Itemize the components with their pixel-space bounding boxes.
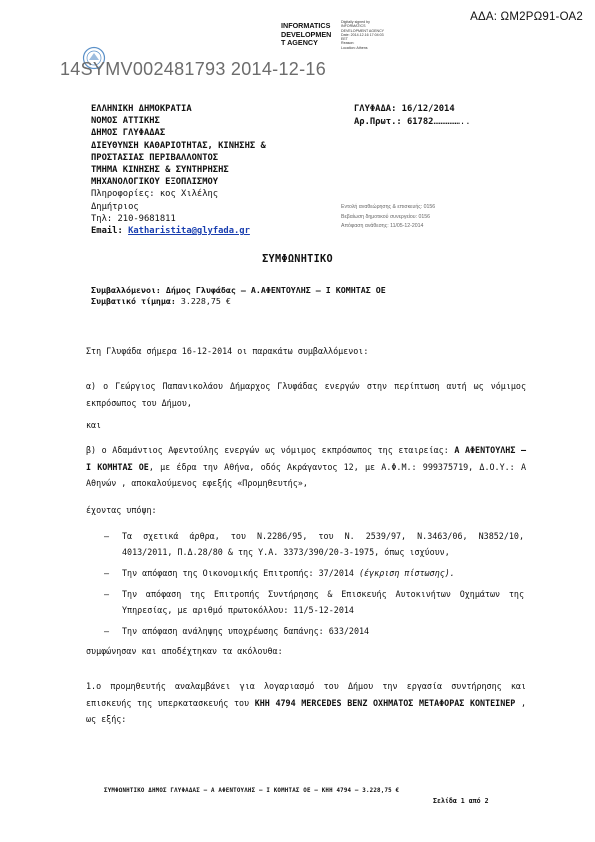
and-text: και [86,420,102,430]
parties-label: Συμβαλλόμενοι: [91,285,161,295]
vehicle-description: ΚΗΗ 4794 MERCEDES BENZ ΟΧΗΜΑΤΟΣ ΜΕΤΑΦΟΡΑΣ ΚΟΝΤΕΙΝΕΡ [249,697,516,708]
agency-name: INFORMATICS DEVELOPMEN T AGENCY [281,21,332,48]
price-value: 3.228,75 € [175,296,231,307]
document-title: ΣΥΜΦΩΝΗΤΙΚΟ [262,254,333,265]
clause-1-paragraph: 1.ο προμηθευτής αναλαμβάνει για λογαριασμό του Δήμου την εργασία συντήρησης και επισκευής της υπερκατασκευής του ΚΗΗ 4794 MERCEDES BENZ ΟΧΗΜΑΤΟΣ ΜΕΤΑΦΟΡΑΣ ΚΟΝΤΕΙΝΕΡ , ως εξής: [86,681,526,724]
document-id-stamp: 14SYMV002481793 2014-12-16 [60,59,327,79]
sender-line: ΔΗΜΟΣ ΓΛΥΦΑΔΑΣ [91,128,166,139]
protocol-number: Αρ.Πρωτ.: 61782…………….. [354,117,471,127]
page-number: Σελίδα 1 από 2 [433,797,489,805]
page-footer: ΣΥΜΦΩΝΗΤΙΚΟ ΔΗΜΟΣ ΓΛΥΦΑΔΑΣ – Α ΑΦΕΝΤΟΥΛΗΣ – Ι ΚΟΜΗΤΑΣ ΟΕ – ΚΗΗ 4794 – 3.228,75 € [104,788,400,794]
place-date: ΓΛΥΦΑΔΑ: 16/12/2014 [354,104,455,114]
sender-line: ΔΙΕΥΘΥΝΣΗ ΚΑΘΑΡΙΟΤΗΤΑΣ, ΚΙΝΗΣΗΣ & [91,140,266,151]
digital-signature: Digitally signed by INFORMATICS DEVELOPMENT AGENCY Date: 2014.12.16 17:04:03 EET Reason: Location: Athens [341,20,385,50]
list-item: – Την απόφαση της Οικονομικής Επιτροπής: 37/2014 (έγκριση πίστωσης). [104,568,455,578]
sender-line: ΤΜΗΜΑ ΚΙΝΗΣΗΣ & ΣΥΝΤΗΡΗΣΗΣ [91,165,229,176]
company-name: Α ΑΦΕΝΤΟΥΛΗΣ – Ι ΚΟΜΗΤΑΣ ΟΕ [86,445,526,472]
email-label: Email: [91,226,129,237]
party-b-paragraph: β) ο Αδαμάντιος Αφεντούλης ενεργών ως νόμιμος εκπρόσωπος της εταιρείας: Α ΑΦΕΝΤΟΥΛΗΣ – Ι ΚΟΜΗΤΑΣ ΟΕ, με έδρα την Αθήνα, οδός Ακράγαντος 12, με Α.Φ.Μ.: 999375719, Δ.Ο.Υ.: Α Αθηνών , αποκαλούμενος εφεξής «Προμηθευτής», [86,445,526,488]
sender-line: ΕΛΛΗΝΙΚΗ ΔΗΜΟΚΡΑΤΙΑ [91,104,192,114]
phone-line: Τηλ: 210-9681811 [91,213,176,224]
considering-text: έχοντας υπόψη: [86,505,157,515]
email-link[interactable]: Katharistita@glyfada.gr [128,226,250,237]
sender-line: ΝΟΜΟΣ ΑΤΤΙΚΗΣ [91,116,160,127]
party-a-paragraph: α) ο Γεώργιος Παπανικολάου Δήμαρχος Γλυφάδας ενεργών στην περίπτωση αυτή ως νόμιμος εκπρόσωπος του Δήμου, [86,381,526,408]
list-item: – Την απόφαση ανάληψης υποχρέωσης δαπάνης: 633/2014 [104,625,370,636]
list-item: – Την απόφαση της Επιτροπής Συντήρησης & Επισκευής Αυτοκινήτων Οχημάτων της Υπηρεσίας, με αριθμό πρωτοκόλλου: 11/5-12-2014 [104,588,524,615]
list-item: – Τα σχετικά άρθρα, του Ν.2286/95, του Ν. 2539/97, Ν.3463/06, Ν3852/10, 4013/2011, Π.Δ.28/80 & της Υ.Α. 3373/390/20-3-1975, όπως ισχύουν, [104,531,524,558]
sender-block [91,103,266,237]
info-line: Δημήτριος [91,201,139,212]
intro-paragraph: Στη Γλυφάδα σήμερα 16-12-2014 οι παρακάτω συμβαλλόμενοι: [86,346,369,356]
approval-note: (έγκριση πίστωσης). [353,568,455,578]
agreed-text: συμφώνησαν και αποδέχτηκαν τα ακόλουθα: [86,646,283,656]
sender-line: ΠΡΟΣΤΑΣΙΑΣ ΠΕΡΙΒΑΛΛΟΝΤΟΣ [91,152,219,163]
ada-code: ΑΔΑ: ΩΜ2ΡΩ91-ΟΑ2 [470,11,583,23]
parties-value: Δήμος Γλυφάδας – Α.ΑΦΕΝΤΟΥΛΗΣ – Ι ΚΟΜΗΤΑΣ ΟΕ [160,285,386,295]
parties-block [91,285,386,308]
sender-line: ΜΗΧΑΝΟΛΟΓΙΚΟΥ ΕΞΟΠΛΙΣΜΟΥ [91,177,219,188]
info-line: Πληροφορίες: κος Χιλέλης [91,189,219,200]
email-line [91,225,266,237]
registry-notes: Εντολή αναθεώρησης & επισκευής: 0156 Βεβαίωση δημοτικού συνεργείου: 0156 Απόφαση ανάθεσης: 11/05-12-2014 [341,204,436,230]
protocol-block [354,103,471,129]
considering-list [104,528,524,643]
price-label: Συμβατικό τίμημα: [91,296,176,307]
